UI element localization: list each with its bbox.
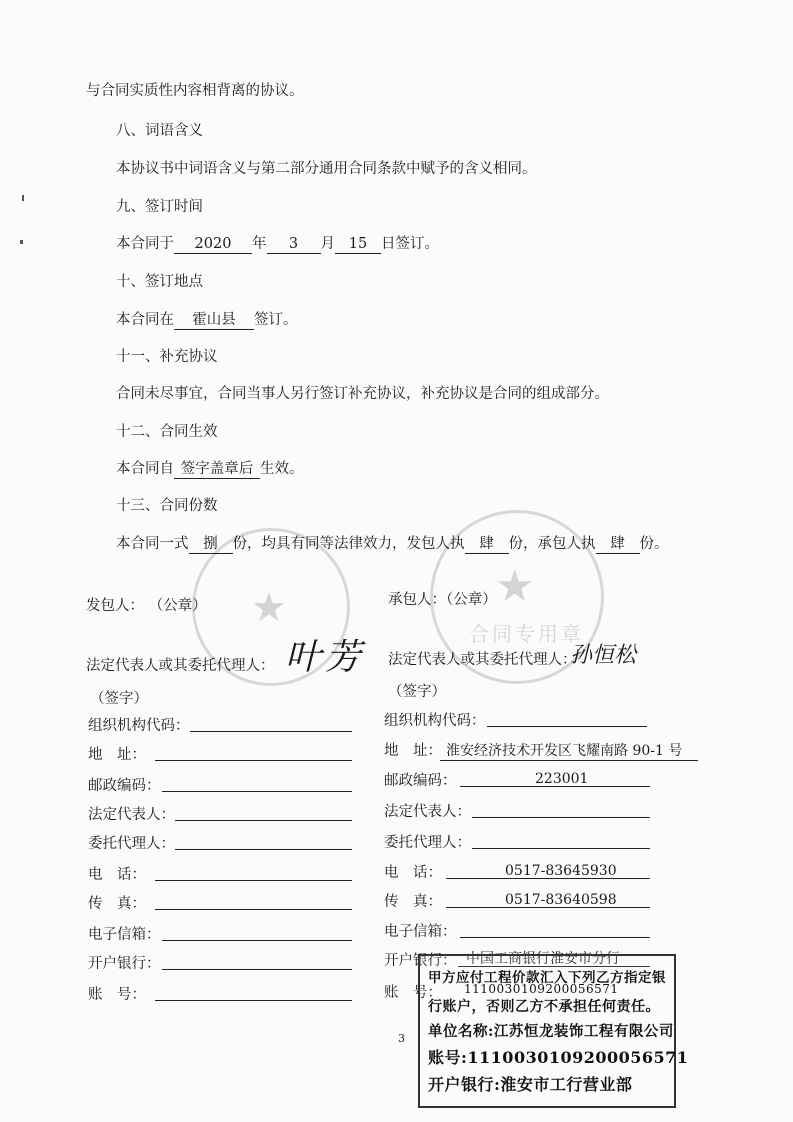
contractor-org-code-line [487, 726, 647, 727]
stamp-line-5: 开户银行:淮安市工行营业部 [428, 1075, 633, 1094]
section-11-text: 合同未尽事宜，合同当事人另行签订补充协议，补充协议是合同的组成部分。 [116, 386, 609, 402]
section-9-text [116, 235, 439, 254]
client-seal-label: （公章） [156, 598, 207, 614]
contractor-address-label: 地 址： [384, 743, 442, 759]
copies-owner: 肆 [465, 535, 509, 554]
contractor-fax-line [446, 907, 650, 908]
scan-mark [22, 195, 24, 201]
contractor-seal-star: ★ [495, 561, 538, 612]
copies-mid1: 份，均具有同等法律效力，发包人执 [232, 536, 465, 552]
copies-prefix: 本合同一式 [116, 536, 189, 552]
section-13-text [116, 535, 669, 554]
page-number: 3 [398, 1032, 405, 1045]
client-email-label: 电子信箱： [88, 927, 161, 943]
contractor-seal-label: （公章） [446, 592, 497, 608]
client-phone-line [155, 880, 352, 881]
intro-tail: 与合同实质性内容相背离的协议。 [86, 83, 304, 99]
section-9-title: 九、签订时间 [116, 199, 203, 215]
sign-month-unit: 月 [320, 236, 335, 252]
client-seal-star: ★ [251, 585, 290, 631]
contractor-account-label: 账 号： [384, 985, 442, 1001]
client-agent-label: 委托代理人： [88, 836, 175, 852]
contractor-signature: 孙恒松 [570, 643, 637, 668]
contractor-email-line [460, 937, 650, 938]
sign-year: 2020 [174, 235, 252, 254]
section-8-text: 本协议书中词语含义与第二部分通用合同条款中赋予的含义相同。 [116, 161, 537, 177]
contractor-postcode: 223001 [535, 771, 589, 787]
effect-suffix: 生效。 [260, 461, 304, 477]
contractor-bank: 中国工商银行淮安市分行 [466, 951, 620, 967]
contractor-postcode-line [460, 786, 650, 787]
contractor-agent-line [472, 848, 650, 849]
contractor-seal-center: 合同专用章 [469, 622, 584, 646]
client-agent-line [175, 849, 352, 850]
contractor-rep-label: 法定代表人或其委托代理人： [388, 652, 577, 668]
client-phone-label: 电 话： [88, 867, 146, 883]
stamp-line-1: 甲方应付工程价款汇入下列乙方指定银 [428, 970, 666, 986]
client-account-label: 账 号： [88, 987, 146, 1003]
client-legal-rep-label: 法定代表人： [88, 807, 175, 823]
section-12-title: 十二、合同生效 [116, 424, 218, 440]
sign-date-prefix: 本合同于 [116, 236, 174, 252]
stamp-line-4: 账号:1110030109200056571 [428, 1048, 689, 1067]
contractor-email-label: 电子信箱： [384, 924, 457, 940]
contractor-legal-rep-line [472, 817, 650, 818]
client-signature: 叶芳 [285, 637, 366, 678]
copies-total: 捌 [189, 535, 233, 554]
contractor-agent-label: 委托代理人： [384, 835, 471, 851]
client-bank-label: 开户银行： [88, 956, 161, 972]
effect-condition: 签字盖章后 [174, 460, 260, 479]
contractor-phone: 0517-83645930 [505, 863, 617, 879]
client-bank-line [162, 969, 352, 970]
copies-mid2: 份，承包人执 [508, 536, 596, 552]
client-address-line [155, 760, 352, 761]
client-org-code-label: 组织机构代码： [88, 718, 190, 734]
contractor-phone-label: 电 话： [384, 865, 442, 881]
effect-prefix: 本合同自 [116, 461, 174, 477]
contractor-party-label [388, 591, 497, 609]
client-org-code-line [190, 731, 352, 732]
client-address-label: 地 址： [88, 747, 146, 763]
client-fax-line [155, 909, 352, 910]
contractor-label: 承包人： [388, 592, 446, 608]
stamp-line-2: 行账户，否则乙方不承担任何责任。 [428, 999, 660, 1015]
sign-place-prefix: 本合同在 [116, 312, 174, 328]
bank-account-stamp [418, 954, 689, 1108]
client-postcode-label: 邮政编码： [88, 778, 161, 794]
section-10-text [116, 311, 298, 330]
copies-suffix: 份。 [639, 536, 669, 552]
section-8-title: 八、词语含义 [116, 123, 203, 139]
section-13-title: 十三、合同份数 [116, 498, 218, 514]
client-label: 发包人： [86, 598, 144, 614]
client-sign-label: （签字） [90, 691, 148, 707]
contractor-org-code-label: 组织机构代码： [384, 713, 486, 729]
stamp-overlap-account: 1110030109200056571 [464, 982, 619, 996]
sign-day: 15 [335, 235, 381, 254]
section-11-title: 十一、补充协议 [116, 349, 218, 365]
contractor-legal-rep-label: 法定代表人： [384, 804, 471, 820]
scan-mark [20, 240, 23, 244]
sign-day-unit: 日签订。 [381, 236, 439, 252]
section-12-text [116, 460, 304, 479]
copies-contractor: 肆 [596, 535, 640, 554]
contractor-sign-label: （签字） [388, 684, 446, 700]
stamp-line-3: 单位名称:江苏恒龙装饰工程有限公司 [428, 1023, 674, 1040]
contractor-postcode-label: 邮政编码： [384, 773, 457, 789]
client-postcode-line [162, 791, 352, 792]
contractor-address-line [440, 760, 698, 761]
client-rep-label: 法定代表人或其委托代理人： [86, 658, 275, 674]
contractor-address: 淮安经济技术开发区飞耀南路 90-1 号 [446, 743, 683, 759]
client-email-line [162, 940, 352, 941]
sign-place: 霍山县 [174, 311, 254, 330]
contractor-fax-label: 传 真： [384, 894, 442, 910]
contractor-bank-label: 开户银行： [384, 953, 457, 969]
sign-year-unit: 年 [252, 236, 267, 252]
sign-place-suffix: 签订。 [254, 312, 298, 328]
section-10-title: 十、签订地点 [116, 274, 203, 290]
contractor-fax: 0517-83640598 [505, 892, 617, 908]
client-fax-label: 传 真： [88, 896, 146, 912]
client-account-line [155, 1000, 352, 1001]
client-party-label [86, 597, 207, 615]
sign-month: 3 [267, 235, 321, 254]
client-legal-rep-line [175, 820, 352, 821]
contractor-phone-line [446, 878, 650, 879]
